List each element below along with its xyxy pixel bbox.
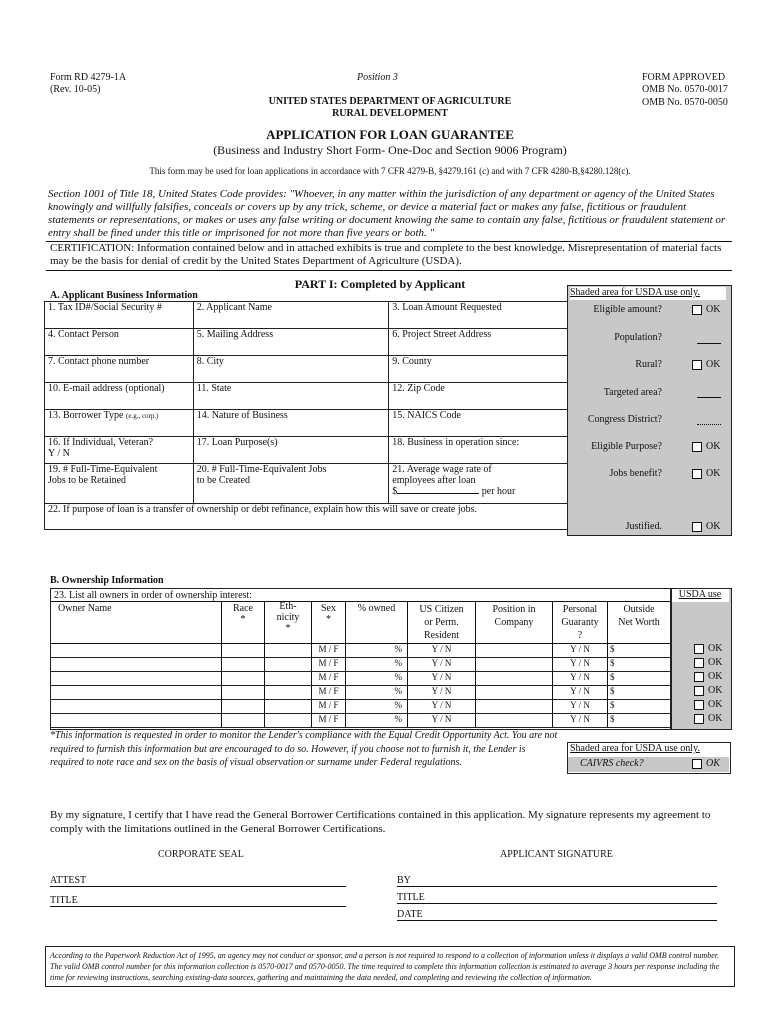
usda-shaded-header: Shaded area for USDA use only.	[570, 287, 726, 300]
field-average-wage[interactable]: 21. Average wage rate of employees after loan $ per hour	[389, 464, 568, 504]
ethnicity-footnote: *This information is requested in order to monitor the Lender's compliance with the Equal Credit Opportunity Act. You are not required to furnish this information but are encouraged to do so. However, if you choose not to furnish it, the Lender is required to note race and sex on the basis of visual observation or surname under Federal regulations.	[50, 730, 558, 768]
field-contact-phone[interactable]: 7. Contact phone number	[45, 356, 194, 383]
attest-label: ATTEST	[50, 875, 87, 886]
checkbox-icon	[692, 522, 702, 532]
omb-number-2: OMB No. 0570-0050	[642, 97, 728, 108]
owner-percent-value[interactable]: %	[394, 686, 402, 696]
checkbox-icon	[692, 759, 702, 769]
owner-sex-value[interactable]: M / F	[318, 672, 339, 682]
owner-percent-value[interactable]: %	[394, 700, 402, 710]
owner-row[interactable]	[50, 657, 670, 672]
field-veteran[interactable]: 16. If Individual, Veteran? Y / N	[45, 437, 194, 464]
owner-citizen-value[interactable]: Y / N	[431, 700, 452, 710]
col-us-citizen: US Citizen or Perm. Resident	[419, 604, 464, 641]
col-sex: Sex *	[321, 603, 336, 625]
owner-citizen-value[interactable]: Y / N	[431, 714, 452, 724]
owner-sex-value[interactable]: M / F	[318, 658, 339, 668]
usda-eligible-amount-ok[interactable]: OK	[692, 304, 720, 315]
owner-networth-value[interactable]: $	[610, 714, 615, 724]
applicant-info-table	[44, 301, 568, 530]
col-owner-name: Owner Name	[58, 603, 112, 614]
owner-guaranty-value[interactable]: Y / N	[570, 644, 590, 654]
owner-citizen-value[interactable]: Y / N	[431, 658, 452, 668]
owner-row[interactable]	[50, 699, 670, 714]
date-line[interactable]	[397, 920, 717, 921]
field-transfer-explanation[interactable]: 22. If purpose of loan is a transfer of ownership or debt refinance, explain how this will save or create jobs.	[45, 504, 568, 530]
owners-list-label: 23. List all owners in order of ownership interest:	[54, 590, 253, 601]
checkbox-icon	[692, 469, 702, 479]
field-email[interactable]: 10. E-mail address (optional)	[45, 383, 194, 410]
col-net-worth: Outside Net Worth	[618, 604, 660, 628]
field-jobs-retained[interactable]: 19. # Full-Time-Equivalent Jobs to be Retained	[45, 464, 194, 504]
owner-networth-value[interactable]: $	[610, 700, 615, 710]
owner-networth-value[interactable]: $	[610, 658, 615, 668]
owner-citizen-value[interactable]: Y / N	[431, 644, 452, 654]
omb-number-1: OMB No. 0570-0017	[642, 84, 728, 95]
title-left-line[interactable]	[50, 906, 346, 907]
field-loan-purpose[interactable]: 17. Loan Purpose(s)	[193, 437, 389, 464]
usda-eligible-amount: Eligible amount?	[593, 304, 662, 315]
section-b-title: B. Ownership Information	[50, 575, 164, 586]
title-right-label: TITLE	[397, 892, 425, 903]
checkbox-icon	[692, 360, 702, 370]
field-state[interactable]: 11. State	[193, 383, 389, 410]
title-left-label: TITLE	[50, 895, 78, 906]
owner-citizen-value[interactable]: Y / N	[431, 686, 452, 696]
usage-note: This form may be used for loan applications in accordance with 7 CFR 4279-B, §4279.161 (c) and with 7 CFR 4280-B,§4280.128(c).	[149, 166, 631, 176]
caivrs-shaded-header: Shaded area for USDA use only.	[570, 743, 700, 754]
col-ethnicity: Eth- nicity *	[276, 601, 300, 634]
col-personal-guaranty: Personal Guaranty ?	[561, 604, 599, 641]
checkbox-icon	[694, 700, 704, 710]
applicant-signature-label: APPLICANT SIGNATURE	[500, 849, 613, 860]
page-subtitle: (Business and Industry Short Form- One-Doc and Section 9006 Program)	[213, 143, 567, 157]
owner-usda-ok[interactable]: OK	[694, 685, 722, 696]
by-line[interactable]	[397, 886, 717, 887]
department-name: UNITED STATES DEPARTMENT OF AGRICULTURE	[268, 96, 512, 107]
owner-networth-value[interactable]: $	[610, 686, 615, 696]
col-race: Race *	[233, 603, 253, 625]
usda-congress-district-blank[interactable]	[697, 424, 721, 425]
owner-guaranty-value[interactable]: Y / N	[570, 672, 590, 682]
checkbox-icon	[694, 714, 704, 724]
field-applicant-name[interactable]: 2. Applicant Name	[193, 302, 389, 329]
owner-citizen-value[interactable]: Y / N	[431, 672, 452, 682]
form-position: Position 3	[357, 72, 398, 83]
checkbox-icon	[692, 442, 702, 452]
owner-row[interactable]	[50, 713, 670, 728]
title-right-line[interactable]	[397, 903, 717, 904]
owner-row[interactable]	[50, 685, 670, 700]
usda-justified-ok[interactable]: OK	[692, 521, 720, 532]
owner-sex-value[interactable]: M / F	[318, 686, 339, 696]
certification-text: CERTIFICATION: Information contained below and in attached exhibits is true and complete to the best knowledge. Misrepresentation of material facts may be the basis for denial of credit by the United States Department of Agriculture (USDA).	[50, 242, 722, 267]
usda-eligible-purpose-ok[interactable]: OK	[692, 441, 720, 452]
owner-usda-ok[interactable]: OK	[694, 657, 722, 668]
checkbox-icon	[694, 672, 704, 682]
owner-sex-value[interactable]: M / F	[318, 644, 339, 654]
field-mailing-address[interactable]: 5. Mailing Address	[193, 329, 389, 356]
owner-percent-value[interactable]: %	[394, 644, 402, 654]
form-approved: FORM APPROVED	[642, 72, 726, 83]
col-position: Position in Company	[492, 604, 536, 628]
field-naics[interactable]: 15. NAICS Code	[389, 410, 568, 437]
field-zip[interactable]: 12. Zip Code	[389, 383, 568, 410]
section-a-title: A. Applicant Business Information	[50, 290, 198, 301]
usda-rural: Rural?	[635, 359, 662, 370]
owner-usda-ok[interactable]: OK	[694, 671, 722, 682]
owner-sex-value[interactable]: M / F	[318, 714, 339, 724]
corporate-seal-label: CORPORATE SEAL	[158, 849, 244, 860]
usda-eligible-purpose: Eligible Purpose?	[591, 441, 662, 452]
owner-networth-value[interactable]: $	[610, 644, 615, 654]
field-county[interactable]: 9. County	[389, 356, 568, 383]
owner-usda-ok[interactable]: OK	[694, 699, 722, 710]
agency-name: RURAL DEVELOPMENT	[332, 108, 448, 119]
checkbox-icon	[694, 658, 704, 668]
owner-networth-value[interactable]: $	[610, 672, 615, 682]
caivrs-ok[interactable]: OK	[692, 758, 720, 769]
usda-jobs-benefit-ok[interactable]: OK	[692, 468, 720, 479]
owner-usda-ok[interactable]: OK	[694, 643, 722, 654]
col-percent-owned: % owned	[357, 603, 396, 614]
usda-jobs-benefit: Jobs benefit?	[609, 468, 662, 479]
usda-congress-district: Congress District?	[587, 414, 662, 425]
owner-usda-ok[interactable]: OK	[694, 713, 722, 724]
by-label: BY	[397, 875, 411, 886]
usda-targeted-area: Targeted area?	[603, 387, 662, 398]
field-tax-id[interactable]: 1. Tax ID#/Social Security #	[45, 302, 194, 329]
signature-statement: By my signature, I certify that I have read the General Borrower Certifications contained in this application. My signature represents my agreement to comply with the limitations outlined in the General Borrower Certifications.	[50, 809, 711, 835]
owner-guaranty-value[interactable]: Y / N	[570, 686, 590, 696]
field-contact-person[interactable]: 4. Contact Person	[45, 329, 194, 356]
field-business-since[interactable]: 18. Business in operation since:	[389, 437, 568, 464]
owner-percent-value[interactable]: %	[394, 672, 402, 682]
owner-sex-value[interactable]: M / F	[318, 700, 339, 710]
owner-row[interactable]	[50, 671, 670, 686]
field-city[interactable]: 8. City	[193, 356, 389, 383]
owner-percent-value[interactable]: %	[394, 714, 402, 724]
field-borrower-type[interactable]: 13. Borrower Type (e.g., corp.)	[45, 410, 194, 437]
usda-shaded-area	[567, 285, 732, 536]
usda-population: Population?	[614, 332, 662, 343]
owner-guaranty-value[interactable]: Y / N	[570, 714, 590, 724]
checkbox-icon	[694, 644, 704, 654]
usda-population-blank[interactable]	[697, 343, 721, 344]
form-number: Form RD 4279-1A	[50, 72, 127, 83]
caivrs-check-label: CAIVRS check?	[580, 758, 644, 769]
owner-guaranty-value[interactable]: Y / N	[570, 700, 590, 710]
page-title: APPLICATION FOR LOAN GUARANTEE	[266, 127, 514, 142]
checkbox-icon	[692, 305, 702, 315]
usda-targeted-area-blank[interactable]	[697, 397, 721, 398]
part1-title: PART I: Completed by Applicant	[294, 277, 466, 291]
paperwork-notice: According to the Paperwork Reduction Act of 1995, an agency may not conduct or sponsor, and a person is not required to respond to a collection of information unless it displays a valid OMB control number. The valid OMB control number for this information collection is 0570-0017 and 0570-0050. The time required to complete this information collection is estimated to average 3 hours per response including the time for reviewing instructions, searching existing-data sources, gathering and maintaining the data needed, and completing and reviewing the collection of information.	[45, 946, 735, 987]
owner-percent-value[interactable]: %	[394, 658, 402, 668]
section-1001-notice: Section 1001 of Title 18, United States Code provides: "Whoever, in any matter within the jurisdiction of any department or agency of the United States knowingly and willfully falsifies, conceals or covers up by any trick, scheme, or device a material fact or makes any false, fictitious or fraudulent statements or representations, or makes or uses any false writing or document knowing the same to contain any false, fictitious or fraudulent statement or entry shall be fined under this title or imprisoned for not more than five years or both. "	[48, 188, 726, 239]
attest-line[interactable]	[50, 886, 346, 887]
date-label: DATE	[397, 909, 423, 920]
field-project-address[interactable]: 6. Project Street Address	[389, 329, 568, 356]
field-loan-amount[interactable]: 3. Loan Amount Requested	[389, 302, 568, 329]
field-nature-of-business[interactable]: 14. Nature of Business	[193, 410, 389, 437]
form-revision: (Rev. 10-05)	[50, 84, 101, 95]
usda-justified: Justified.	[625, 521, 662, 532]
checkbox-icon	[694, 686, 704, 696]
owner-guaranty-value[interactable]: Y / N	[570, 658, 590, 668]
field-jobs-created[interactable]: 20. # Full-Time-Equivalent Jobs to be Created	[193, 464, 389, 504]
usda-use-label: USDA use	[671, 589, 729, 602]
owner-row[interactable]	[50, 643, 670, 658]
usda-rural-ok[interactable]: OK	[692, 359, 720, 370]
